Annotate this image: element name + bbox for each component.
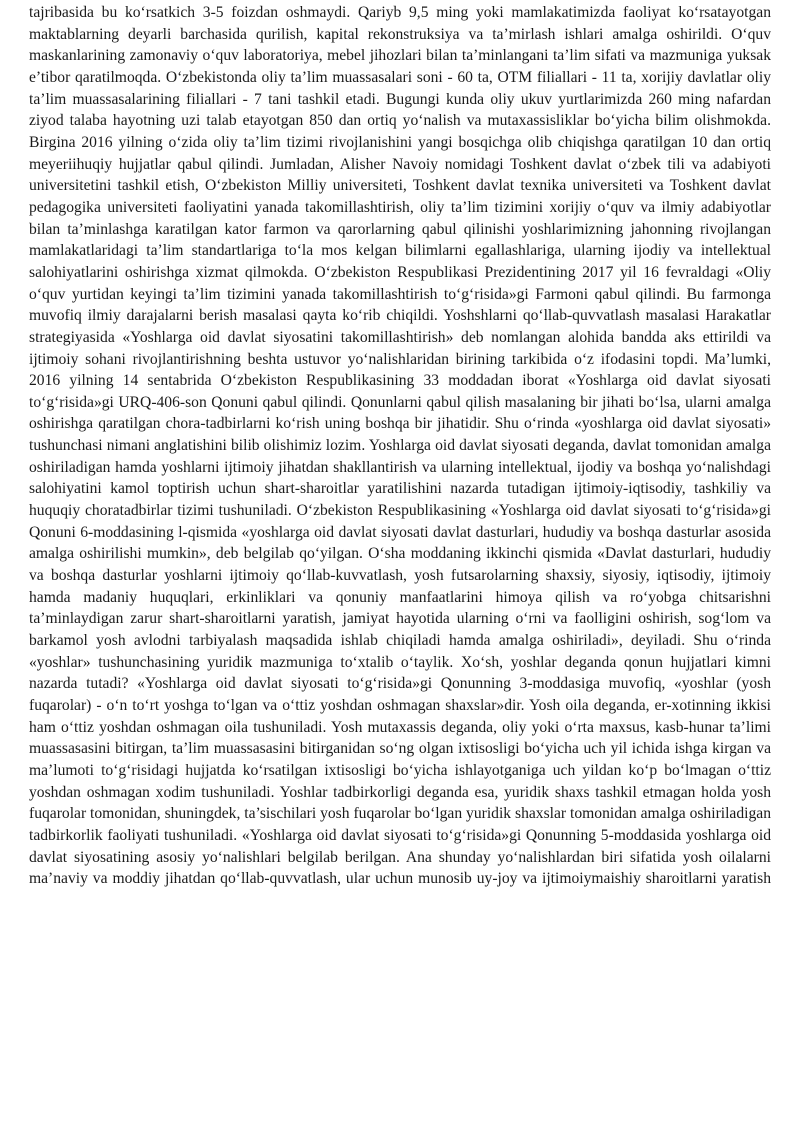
document-page: [29, 2, 771, 1128]
body-paragraph: tajribasida bu ko‘rsatkich 3-5 foizdan oshmaydi. Qariyb 9,5 ming yoki mamlakatimizda faoliyat ko‘rsatayotgan maktablarning deyarli barchasida qurilish, kapital rekonstruksiya va ta’mirlash ishlari amalga oshirildi. O‘quv maskanlarining zamonaviy o‘quv laboratoriya, mebel jihozlari bilan ta’minlangani ta’lim sifati va mazmuniga yuksak e’tibor qaratilmoqda. O‘zbekistonda oliy ta’lim muassasalari soni - 60 ta, OTM filiallari - 11 ta, xorijiy davlatlar oliy ta’lim muassasalarining filiallari - 7 tani tashkil etadi. Bugungi kunda oliy ukuv yurtlarimizda 260 ming nafardan ziyod talaba hayotning uzi talab etayotgan 850 dan ortiq yo‘nalish va mutaxassisliklar bo‘yicha bilim olishmokda. Birgina 2016 yilning o‘zida oliy ta’lim tizimi rivojlanishini yangi bosqichga olib chiqishga qaratilgan 10 dan ortiq meyeriihuqiy hujjatlar qabul qilindi. Jumladan, Alisher Navoiy nomidagi Toshkent davlat o‘zbek tili va adabiyoti universitetini tashkil etish, O‘zbekiston Milliy universiteti, Toshkent davlat texnika universiteti va Toshkent davlat pedagogika universiteti faoliyatini yanada takomillashtirish, oliy ta’lim tizimini xorijiy o‘quv va ilmiy adabiyotlar bilan ta’minlashga karatilgan kator farmon va qarorlarning qabul qilinishi yoshlarimizning jahonning rivojlangan mamlakatlaridagi ta’lim standartlariga to‘la mos kelgan bilimlarni egallashlariga, ularning ijodiy va intellektual salohiyatlarini oshirishga xizmat qilmokda. O‘zbekiston Respublikasi Prezidentining 2017 yil 16 fevraldagi «Oliy o‘quv yurtidan keyingi ta’lim tizimini yanada takomillashtirish to‘g‘risida»gi Farmoni qabul qilindi. Bu farmonga muvofiq ilmiy darajalarni berish masalasi qayta ko‘rib chiqildi. Yoshshlarni qo‘llab-quvvatlash masalasi Harakatlar strategiyasida «Yoshlarga oid davlat siyosatini takomillashtirish» deb nomlangan alohida bandda aks ettirildi va ijtimoiy sohani rivojlantirishning beshta ustuvor yo‘nalishlaridan birining tarkibida o‘z ifodasini topdi. Ma’lumki, 2016 yilning 14 sentabrida O‘zbekiston Respublikasining 33 moddadan iborat «Yoshlarga oid davlat siyosati to‘g‘risida»gi URQ-406-son Qonuni qabul qilindi. Qonunlarni qabul qilish masalaning bir jihati bo‘lsa, ularni amalga oshirishga qaratilgan chora-tadbirlarni ko‘rish uning boshqa bir jihatidir. Shu o‘rinda «yoshlarga oid davlat siyosati» tushunchasi nimani anglatishini bilib olishimiz lozim. Yoshlarga oid davlat siyosati deganda, davlat tomonidan amalga oshiriladigan hamda yoshlarni ijtimoiy jihatdan shakllantirish va ularning intellektual, ijodiy va boshqa yo‘nalishdagi salohiyatini kamol toptirish uchun shart-sharoitlar yaratilishini nazarda tutadigan ijtimoiy-iqtisodiy, tashkiliy va huquqiy choratadbirlar tizimi tushuniladi. O‘zbekiston Respublikasining «Yoshlarga oid davlat siyosati to‘g‘risida»gi Qonuni 6-moddasining l-qismida «yoshlarga oid davlat siyosati davlat dasturlari, hududiy va boshqa dasturlar asosida amalga oshirilishi mumkin», deb belgilab qo‘yilgan. O‘sha moddaning ikkinchi qismida «Davlat dasturlari, hududiy va boshqa dasturlar yoshlarni ijtimoiy qo‘llab-kuvvatlash, yosh futsarolarning shaxsiy, siyosiy, iqtisodiy, ijtimoiy hamda madaniy huquqlari, erkinliklari va qonuniy manfaatlarini himoya qilish va ro‘yobga chitsarishni ta’minlaydigan zarur shart-sharoitlarni yaratish, jamiyat hayotida ularning o‘rni va faolligini oshirish, sog‘lom va barkamol yosh avlodni tarbiyalash maqsadida ishlab chiqiladi hamda amalga oshiriladi», deyiladi. Shu o‘rinda «yoshlar» tushunchasining yuridik mazmuniga to‘xtalib o‘taylik. Xo‘sh, yoshlar deganda qonun hujjatlari kimni nazarda tutadi? «Yoshlarga oid davlat siyosati to‘g‘risida»gi Qonunning 3-moddasiga muvofiq, «yoshlar (yosh fuqarolar) - o‘n to‘rt yoshga to‘lgan va o‘ttiz yoshdan oshmagan shaxslar»dir. Yosh oila deganda, er-xotinning ikkisi ham o‘ttiz yoshdan oshmagan oila tushuniladi. Yosh mutaxassis deganda, oliy yoki o‘rta maxsus, kasb-hunar ta’limi muassasasini bitirgan, ta’lim muassasasini bitirganidan so‘ng olgan ixtisosligi bo‘yicha uch yil ichida ishga kirgan va ma’lumoti to‘g‘risidagi hujjatda ko‘rsatilgan ixtisosligi bo‘yicha ishlayotganiga uch yildan ko‘p bo‘lmagan o‘ttiz yoshdan oshmagan xodim tushuniladi. Yoshlar tadbirkorligi deganda esa, yuridik shaxs tashkil etmagan holda yosh fuqarolar tomonidan, shuningdek, ta’sischilari yosh fuqarolar bo‘lgan yuridik shaxslar tomonidan amalga oshiriladigan tadbirkorlik faoliyati tushuniladi. «Yoshlarga oid davlat siyosati to‘g‘risida»gi Qonunning 5-moddasida yoshlarga oid davlat siyosatining asosiy yo‘nalishlari belgilab berilgan. Ana shunday yo‘nalishlardan biri sifatida yosh oilalarni ma’naviy va moddiy jihatdan qo‘llab-quvvatlash, ular uchun munosib uy-joy va ijtimoiymaishiy sharoitlarni yaratish: [29, 4, 771, 888]
